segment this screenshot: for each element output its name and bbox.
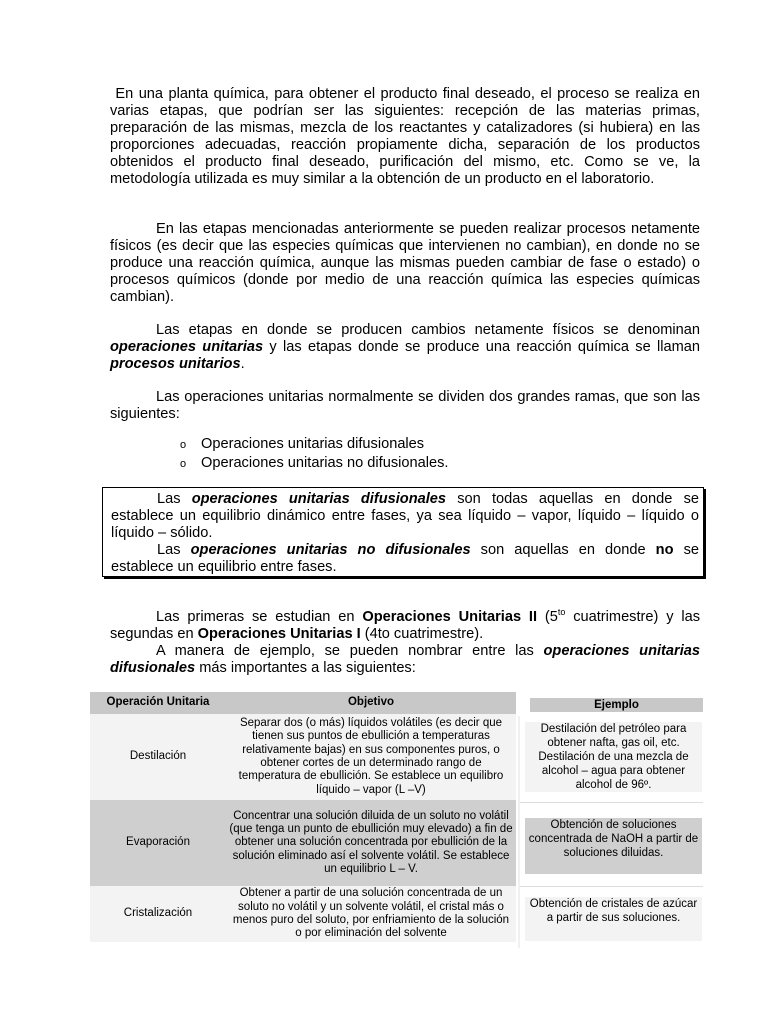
- box-paragraph-difusionales: [111, 491, 699, 542]
- bullet-icon: o: [180, 457, 187, 470]
- divider: [520, 802, 703, 803]
- term-difusionales: operaciones unitarias difusionales: [110, 643, 701, 676]
- text-run: se establece un equilibrio entre fases.: [111, 542, 699, 575]
- list-item: [180, 436, 448, 455]
- box-paragraph-no-difusionales: [111, 542, 699, 576]
- cell-operation: Cristalización: [90, 886, 226, 942]
- term-procesos-unitarios: procesos unitarios: [110, 356, 241, 372]
- paragraph-intro: [110, 86, 700, 188]
- operations-table: [90, 692, 516, 942]
- text-run: son todas aquellas en donde se establece un equilibrio dinámico entre fases, ya sea líquido – vapor, líquido – líquido o líquido – sólido.: [111, 491, 699, 541]
- column-header-objective: Objetivo: [226, 692, 516, 714]
- text-run: más importantes a las siguientes:: [195, 660, 416, 676]
- column-header-operation: Operación Unitaria: [90, 692, 226, 714]
- cell-example: Destilación del petróleo para obtener nafta, gas oil, etc. Destilación de una mezcla de alcohol – agua para obtener alcohol de 96º.: [525, 722, 702, 792]
- cell-example: Obtención de cristales de azúcar a partir de sus soluciones.: [525, 897, 702, 941]
- column-header-example: Ejemplo: [530, 698, 703, 712]
- text-run: cuatrimestre) y las segundas en: [110, 609, 701, 642]
- bullet-icon: o: [180, 439, 187, 451]
- paragraph-examples-intro: [110, 643, 700, 677]
- text-run: (4to cuatrimestre).: [360, 626, 484, 642]
- cell-objective: Concentrar una solución diluida de un soluto no volátil (que tenga un punto de ebullición muy elevado) a fin de obtener una solución concentrada por ebullición de la solución eliminado así el solvente volátil. Se establece un equilibrio L – V.: [226, 800, 516, 886]
- text-run: .: [240, 356, 245, 372]
- superscript: to: [557, 607, 566, 618]
- cell-objective: Obtener a partir de una solución concentrada de un soluto no volátil y un solvente volátil, el cristal más o menos puro del soluto, por enfriamiento de la solución o por eliminación del solvente: [226, 886, 516, 942]
- cell-example: Obtención de soluciones concentrada de NaOH a partir de soluciones diluidas.: [525, 818, 702, 874]
- branch-list: [180, 436, 448, 473]
- text-run: y las etapas donde se produce una reacción química se llaman: [263, 339, 700, 355]
- course-ou-ii: Operaciones Unitarias II: [362, 609, 538, 625]
- table-row: [90, 886, 516, 942]
- paragraph-stages: [110, 221, 700, 306]
- paragraph-stages-text: En las etapas mencionadas anteriormente se pueden realizar procesos netamente físicos (es decir que las especies químicas que intervienen no cambian), en donde no se produce una reacción química, aunque las mismas pueden cambiar de fase o estado) o procesos químicos (donde por medio de una reacción química las especies químicas cambian).: [110, 221, 700, 305]
- table-row: [90, 800, 516, 886]
- text-run: (5: [537, 609, 558, 625]
- text-run: A manera de ejemplo, se pueden nombrar entre las: [156, 643, 544, 659]
- column-divider: [518, 716, 520, 948]
- list-item-label: Operaciones unitarias difusionales: [201, 436, 425, 452]
- definition-box: [102, 487, 704, 577]
- table-row: [90, 714, 516, 800]
- emphasis-no: no: [655, 542, 674, 558]
- paragraph-courses: [110, 609, 700, 643]
- term-operaciones-unitarias: operaciones unitarias: [110, 339, 264, 355]
- paragraph-intro-text: En una planta química, para obtener el producto final deseado, el proceso se realiza en varias etapas, que podrían ser las siguientes: recepción de las materias primas, preparación de las mismas, mezcla de los reactantes y catalizadores (si hubiera) en las proporciones adecuadas, reacción propiamente dicha, separación de los productos obtenidos el producto final deseado, purificación del mismo, etc. Como se ve, la metodología utilizada es muy similar a la obtención de un producto en el laboratorio.: [110, 86, 700, 187]
- text-run: son aquellas en donde: [470, 542, 656, 558]
- term-difusionales: operaciones unitarias difusionales: [191, 491, 447, 507]
- cell-operation: Evaporación: [90, 800, 226, 886]
- list-item: [180, 455, 448, 474]
- paragraph-branches: [110, 389, 700, 423]
- term-no-difusionales: operaciones unitarias no difusionales: [190, 542, 471, 558]
- paragraph-definitions: [110, 322, 700, 373]
- cell-operation: Destilación: [90, 714, 226, 800]
- text-run: Las: [157, 491, 192, 507]
- table-header-row: [90, 692, 516, 714]
- text-run: Las etapas en donde se producen cambios netamente físicos se denominan: [156, 322, 700, 338]
- course-ou-i: Operaciones Unitarias I: [197, 626, 361, 642]
- list-item-label: Operaciones unitarias no difusionales.: [201, 454, 449, 471]
- paragraph-branches-text: Las operaciones unitarias normalmente se dividen dos grandes ramas, que son las siguientes:: [110, 389, 700, 422]
- text-run: Las: [157, 542, 191, 558]
- cell-objective: Separar dos (o más) líquidos volátiles (es decir que tienen sus puntos de ebullición a temperaturas relativamente bajas) en sus componentes puros, o obtener cortes de un determinado rango de temperatura de ebullición. Se establece un equilibro líquido – vapor (L –V): [226, 714, 516, 800]
- divider: [520, 886, 703, 887]
- text-run: Las primeras se estudian en: [156, 609, 363, 625]
